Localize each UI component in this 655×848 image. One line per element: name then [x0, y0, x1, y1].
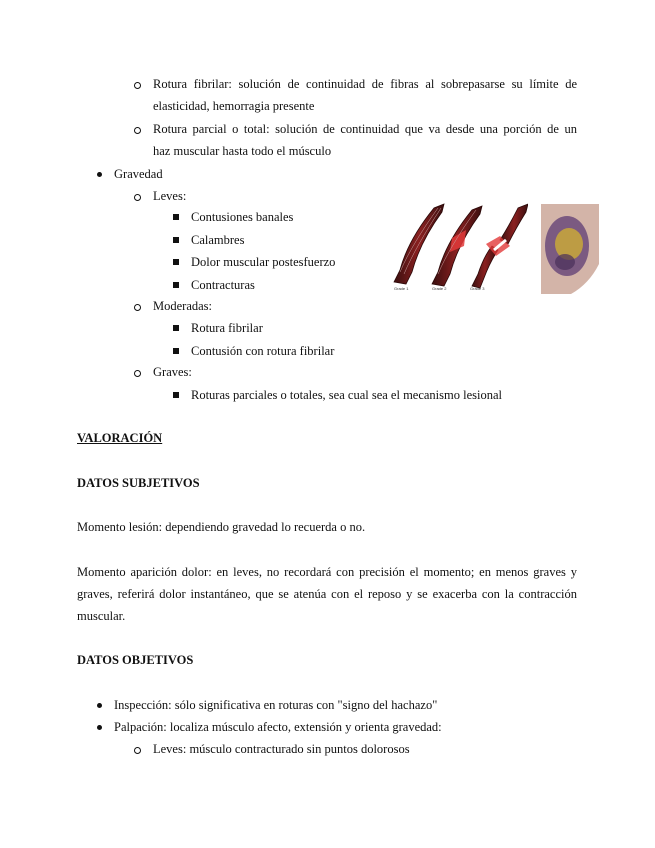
text-line: Rotura fibrilar: solución de continuidad de fibras al sobrepasarse su límite de [153, 77, 577, 91]
text-line: graves, referirá dolor instantáneo, que se atenúa con el reposo y se exacerba con la contracción [77, 587, 577, 601]
palpacion-item: Palpación: localiza músculo afecto, extensión y orienta gravedad: [114, 720, 442, 734]
section-title-datos-subjetivos: DATOS SUBJETIVOS [77, 476, 200, 490]
circle-bullet-icon [134, 82, 141, 89]
grade-3-label: Grade 3 [470, 286, 485, 291]
list-item: Contracturas [191, 278, 255, 292]
square-bullet-icon [173, 259, 179, 265]
section-title-datos-objetivos: DATOS OBJETIVOS [77, 653, 194, 667]
gravedad-label: Gravedad [114, 167, 163, 181]
graves-label: Graves: [153, 365, 192, 379]
list-item-rotura-parcial [153, 118, 577, 162]
list-item: Rotura fibrilar [191, 321, 263, 335]
muscle-grade-1-icon [394, 204, 444, 284]
square-bullet-icon [173, 214, 179, 220]
bruise-photo [541, 204, 599, 294]
inspeccion-item: Inspección: sólo significativa en roturas con "signo del hachazo" [114, 698, 438, 712]
list-item: Contusiones banales [191, 210, 294, 224]
muscle-tear-illustration [386, 200, 528, 292]
square-bullet-icon [173, 282, 179, 288]
list-item: Dolor muscular postesfuerzo [191, 255, 336, 269]
muscle-grade-2-icon [432, 206, 482, 286]
circle-bullet-icon [134, 194, 141, 201]
text-line: Rotura parcial o total: solución de continuidad que va desde una porción de un [153, 122, 577, 136]
disc-bullet-icon [97, 172, 102, 177]
grade-1-label: Grade 1 [394, 286, 409, 291]
list-item: Contusión con rotura fibrilar [191, 344, 335, 358]
grade-2-label: Grade 2 [432, 286, 447, 291]
circle-bullet-icon [134, 127, 141, 134]
palpacion-leves-item: Leves: músculo contracturado sin puntos dolorosos [153, 742, 410, 756]
circle-bullet-icon [134, 304, 141, 311]
text-line: elasticidad, hemorragia presente [153, 99, 315, 113]
circle-bullet-icon [134, 747, 141, 754]
momento-dolor-paragraph [77, 561, 577, 627]
square-bullet-icon [173, 348, 179, 354]
muscle-grade-3-icon [472, 204, 528, 288]
section-title-valoracion: VALORACIÓN [77, 431, 163, 445]
momento-lesion-text: Momento lesión: dependiendo gravedad lo recuerda o no. [77, 520, 366, 534]
text-line: muscular. [77, 609, 126, 623]
disc-bullet-icon [97, 725, 102, 730]
list-item: Calambres [191, 233, 245, 247]
square-bullet-icon [173, 325, 179, 331]
square-bullet-icon [173, 392, 179, 398]
disc-bullet-icon [97, 703, 102, 708]
list-item: Roturas parciales o totales, sea cual sea el mecanismo lesional [191, 388, 502, 402]
list-item-rotura-fibrilar [153, 73, 577, 117]
text-line: haz muscular hasta todo el músculo [153, 144, 332, 158]
text-line: Momento aparición dolor: en leves, no recordará con precisión el momento; en menos graves y [77, 565, 577, 579]
circle-bullet-icon [134, 370, 141, 377]
moderadas-label: Moderadas: [153, 299, 213, 313]
square-bullet-icon [173, 237, 179, 243]
leves-label: Leves: [153, 189, 187, 203]
